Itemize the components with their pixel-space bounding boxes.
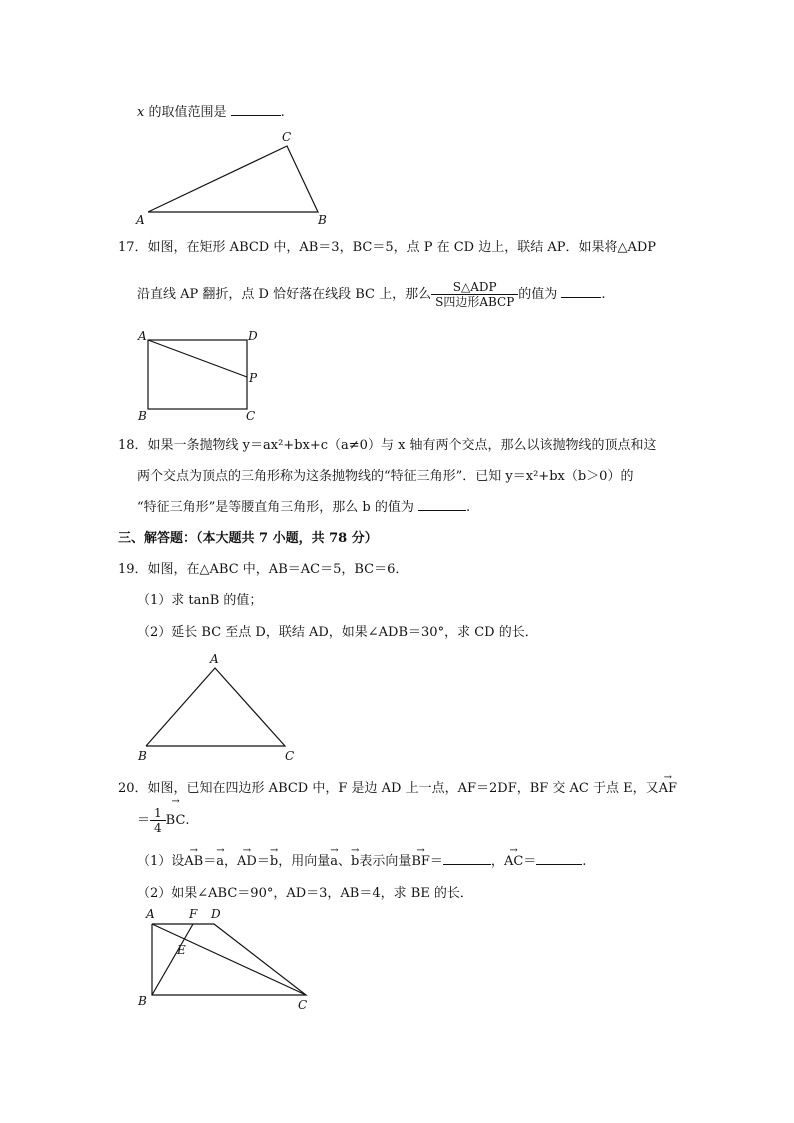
q20-line2-end: . — [185, 813, 190, 828]
q20-vec-AB: → AB — [184, 855, 203, 868]
fig20-label-D: D — [211, 907, 221, 921]
q17-frac-den: S四边形ABCP — [435, 295, 515, 309]
q20-vec-BC: → BC — [166, 806, 186, 836]
q19-sub1: （1）求 tanB 的值； — [137, 593, 263, 608]
q20-sep: 、 — [337, 854, 351, 869]
q20-comma2: ， — [490, 854, 504, 869]
q17-end: . — [601, 287, 606, 302]
q20-vec-a: → a — [216, 855, 224, 868]
figure-16-triangle — [130, 128, 340, 228]
fig19-label-C: C — [285, 749, 295, 763]
q18-end: . — [466, 500, 471, 515]
q20-eq-b: ＝ — [256, 854, 270, 869]
fig20-label-A: A — [146, 907, 155, 921]
q18-line3-text: “特征三角形”是等腰直角三角形，那么 b 的值为 — [137, 500, 419, 515]
q19-sub2: （2）延长 BC 至点 D，联结 AD，如果∠ADB＝30°，求 CD 的长． — [137, 625, 538, 640]
q20-vec-a2: → a — [330, 855, 338, 868]
figure-20-quadrilateral — [134, 905, 324, 1015]
fig19-triangle — [146, 668, 285, 746]
q20-mid2: 表示向量 — [359, 854, 412, 869]
q20-line1-text: 20．如图，已知在四边形 ABCD 中，F 是边 AD 上一点，AF＝2DF，BF 交 AC 于点 E，又 — [118, 781, 659, 796]
fig20-label-B: B — [138, 994, 147, 1008]
q20-comma: ， — [224, 854, 238, 869]
fig19-label-B: B — [138, 749, 147, 763]
q18-line3 — [137, 501, 470, 514]
fig16-triangle — [148, 146, 318, 212]
fig16-label-A: A — [136, 213, 145, 227]
q20-vec-AF: → AF — [659, 782, 677, 795]
q18-line2: 两个交点为顶点的三角形称为这条抛物线的“特征三角形”．已知 y＝x²+bx（b＞0）的 — [137, 469, 634, 484]
q17-frac-num: S△ADP — [431, 280, 518, 295]
q20-fraction — [150, 806, 166, 835]
figure-19-triangle — [130, 650, 305, 765]
q18-line1: 18．如果一条抛物线 y＝ax²+bx+c（a≠0）与 x 轴有两个交点，那么以该抛物线的顶点和这 — [118, 438, 657, 453]
q20-vec-b: → b — [270, 855, 278, 868]
fig19-label-A: A — [210, 652, 219, 666]
q19-line1: 19．如图，在△ABC 中，AB＝AC＝5，BC＝6． — [118, 562, 409, 577]
q20-blank-ac[interactable] — [536, 864, 582, 865]
q20-line1 — [118, 782, 677, 795]
q17-blank[interactable] — [561, 297, 601, 298]
fig20-label-C: C — [298, 998, 308, 1012]
q20-eq-ac: ＝ — [523, 854, 537, 869]
q18-blank[interactable] — [418, 510, 466, 511]
q20-sub1 — [137, 855, 586, 868]
q20-line2-eq: ＝ — [137, 813, 151, 828]
q20-frac-den: 4 — [154, 821, 162, 835]
q17-line2-pre: 沿直线 AP 翻折，点 D 恰好落在线段 BC 上，那么 — [137, 287, 432, 302]
q20-mid: ，用向量 — [278, 854, 331, 869]
fig17-label-P: P — [249, 371, 258, 385]
q16-text: 的取值范围是 — [144, 105, 231, 120]
q16-var: x — [137, 105, 145, 120]
q20-vec-BF: → BF — [411, 855, 430, 868]
section-3-heading: 三、解答题：（本大题共 7 小题，共 78 分） — [118, 531, 378, 546]
q20-frac-num: 1 — [150, 806, 166, 821]
q20-sub1-pre: （1）设 — [137, 854, 185, 869]
q20-line2 — [137, 806, 190, 836]
fig20-label-E: E — [177, 943, 186, 957]
q17-line1: 17．如图，在矩形 ABCD 中，AB＝3，BC＝5，点 P 在 CD 边上，联结 AP．如果将△ADP — [118, 240, 657, 255]
q20-vec-b2: → b — [351, 855, 359, 868]
q20-blank-bf[interactable] — [443, 864, 491, 865]
figure-17-rectangle — [134, 326, 274, 426]
q20-sub2: （2）如果∠ABC＝90°，AD＝3，AB＝4，求 BE 的长． — [137, 886, 473, 901]
q20-eq-bf: ＝ — [429, 854, 443, 869]
fig17-label-C: C — [246, 409, 256, 423]
fig16-label-C: C — [282, 130, 292, 144]
fig20-label-F: F — [189, 907, 198, 921]
q16-blank[interactable] — [231, 115, 281, 116]
fig17-segment-AP — [148, 340, 247, 377]
q16-end: . — [280, 105, 285, 120]
q20-vec-AD: → AD — [237, 855, 257, 868]
q17-line2-post: 的值为 — [518, 287, 562, 302]
fig17-rect — [148, 340, 247, 409]
fig17-label-B: B — [138, 409, 147, 423]
q20-eq-a: ＝ — [203, 854, 217, 869]
fig20-segment-AC — [152, 924, 306, 995]
q20-vec-AC: → AC — [504, 855, 523, 868]
fig17-label-D: D — [248, 329, 258, 343]
fig16-label-B: B — [318, 213, 327, 227]
q17-line2 — [137, 280, 606, 310]
fig20-segment-BF — [152, 924, 193, 995]
q16-tail — [137, 106, 285, 119]
q20-sub1-end: . — [582, 854, 587, 869]
fig17-label-A: A — [138, 329, 147, 343]
q17-fraction — [431, 280, 518, 309]
